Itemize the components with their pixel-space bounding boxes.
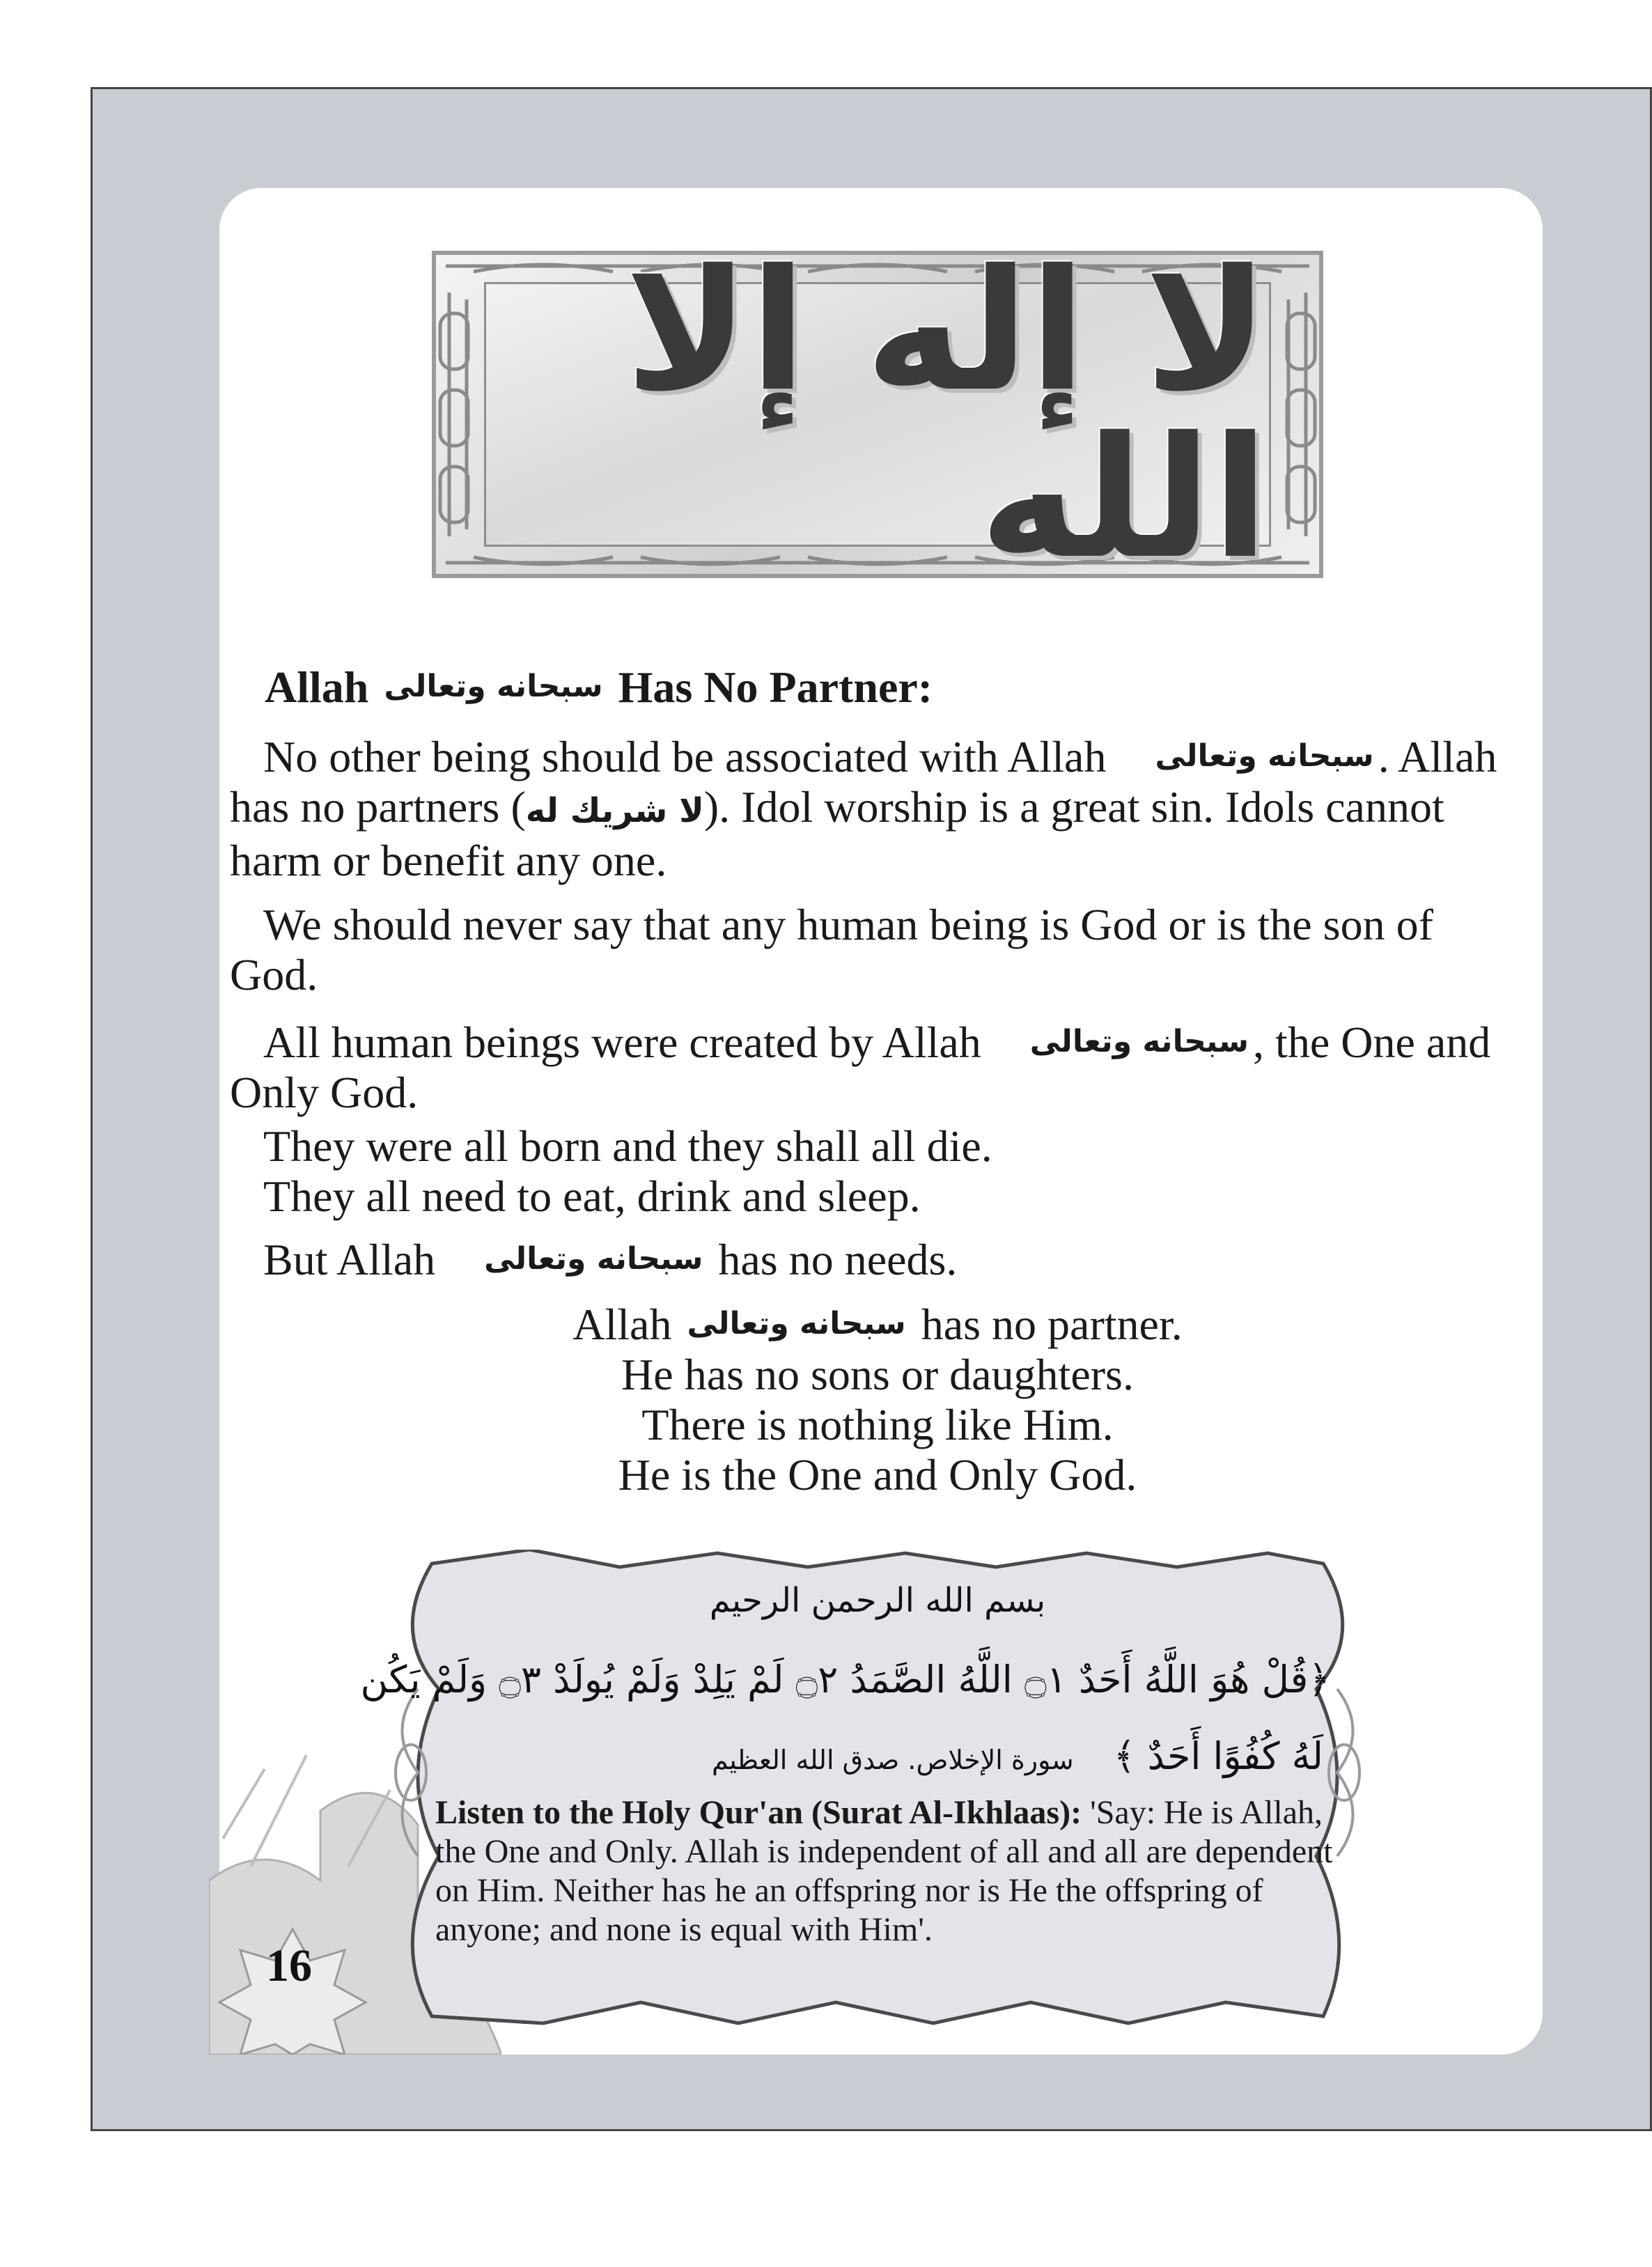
glorification-mark: سبحانه وتعالى <box>1029 1024 1249 1059</box>
paragraph-3-part-a: All human beings were created by Allah <box>263 1018 981 1067</box>
scroll-frame-icon <box>360 1550 1365 2030</box>
glorification-mark: سبحانه وتعالى <box>384 669 603 704</box>
paragraph-6-part-b: has no needs. <box>718 1235 958 1284</box>
heading-word-allah: Allah <box>265 662 369 712</box>
glorification-mark: سبحانه وتعالى <box>687 1306 906 1341</box>
centered-line-1 <box>488 1299 1268 1350</box>
quran-verse-line-1: ﴿قُلْ هُوَ اللَّهُ أَحَدٌ ۝١ اللَّهُ الصَّمَدُ ۝٢ لَمْ يَلِدْ وَلَمْ يُولَدْ ۝٣ وَلَمْ يَكُن <box>360 1658 1330 1701</box>
centered-statements <box>488 1299 1268 1500</box>
paragraph-2: We should never say that any human being is God or is the son of God. <box>230 900 1433 999</box>
quran-verse-box <box>360 1550 1365 2030</box>
banner-panel <box>484 233 1271 595</box>
paragraph-1-part-b: . Allah has no partners ( <box>230 732 1497 832</box>
centered-line-4: He is the One and Only God. <box>618 1450 1137 1499</box>
paragraph-6 <box>230 1234 1525 1285</box>
page-number: 16 <box>266 1940 312 1991</box>
paragraph-6-part-a: But Allah <box>263 1235 436 1284</box>
banner-arabic-title: لا إله إلا الله <box>625 233 1269 595</box>
centered-line-2: He has no sons or daughters. <box>621 1350 1134 1399</box>
paragraph-1-part-c: ). Idol worship is a great sin. Idols cannot harm or benefit any one. <box>230 782 1444 885</box>
bismillah: بسم الله الرحمن الرحيم <box>709 1581 1046 1620</box>
title-banner <box>432 233 1323 595</box>
translation-title: Listen to the Holy Qur'an (Surat Al-Ikhlaas): <box>435 1794 1082 1831</box>
translation-text: 'Say: He is Allah, the One and Only. Allah is independent of all and all are dependent on Him. Neither has he an offspring nor is He the offspring of anyone; and none is equal with Him'. <box>435 1794 1333 1948</box>
heading-rest: Has No Partner: <box>618 662 933 712</box>
quran-verse-line-2-text: لَهُ كُفُوًا أَحَدٌ ﴾ <box>1113 1734 1323 1778</box>
centered-line-3: There is nothing like Him. <box>641 1400 1114 1449</box>
paragraph-4: They were all born and they shall all die. <box>263 1121 992 1171</box>
paragraph-3-part-b: , the One and Only God. <box>230 1018 1491 1117</box>
no-partner-arabic: لا شريك له <box>525 791 704 830</box>
paragraph-3 <box>230 1017 1525 1118</box>
centered-line-1-b: has no partner. <box>921 1300 1183 1349</box>
paragraph-1-part-a: No other being should be associated with Allah <box>263 732 1107 781</box>
quran-verse-line-2 <box>712 1734 1323 1778</box>
quran-translation <box>435 1793 1341 1949</box>
glorification-mark: سبحانه وتعالى <box>1155 738 1374 774</box>
paragraph-5: They all need to eat, drink and sleep. <box>263 1171 921 1221</box>
surah-reference: سورة الإخلاص. صدق الله العظيم <box>711 1745 1074 1775</box>
paragraph-1 <box>230 731 1525 886</box>
centered-line-1-a: Allah <box>572 1300 672 1349</box>
section-heading <box>265 662 933 713</box>
glorification-mark: سبحانه وتعالى <box>484 1241 703 1277</box>
